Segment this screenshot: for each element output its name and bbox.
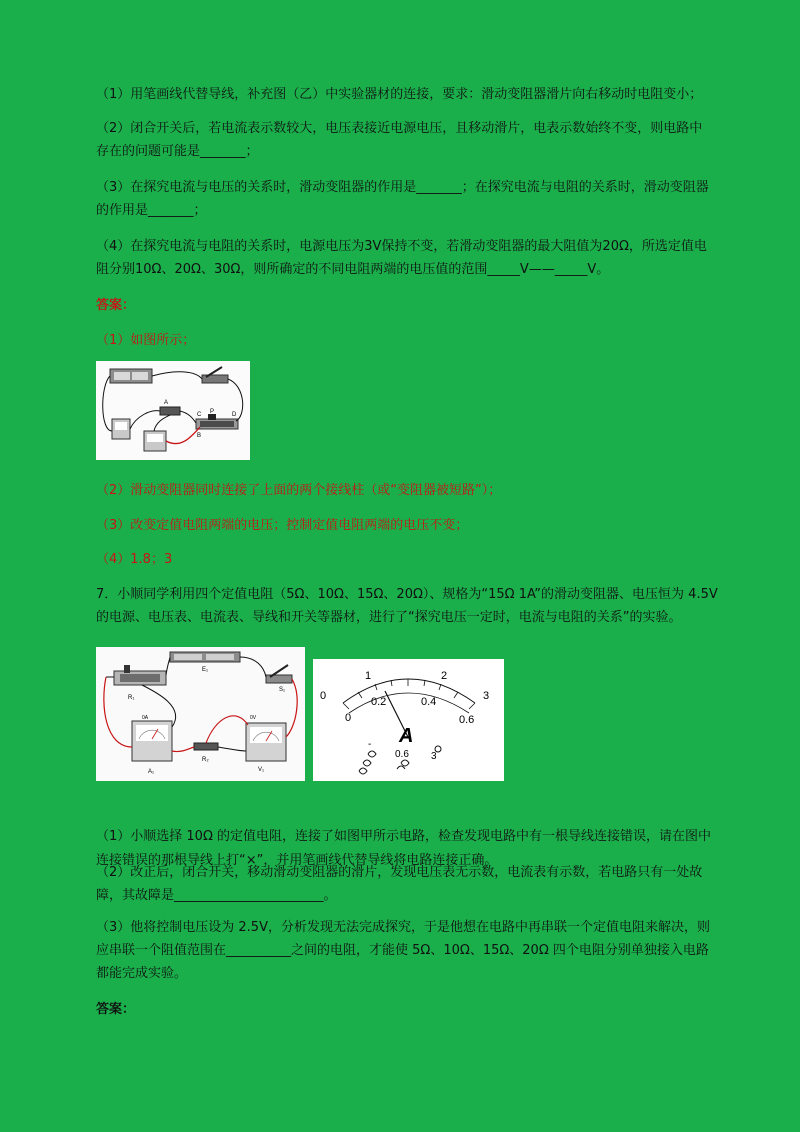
- answer-part2: （2）滑动变阻器同时连接了上面的两个接线柱（或“变阻器被短路”）；: [96, 483, 502, 498]
- q6-part4-line1: （4）在探究电流与电阻的关系时，电源电压为3V保持不变，若滑动变阻器的最大阻值为20Ω，所选定值电: [96, 239, 707, 254]
- dial-outer-0: 0: [320, 690, 327, 702]
- q6-part1: （1）用笔画线代替导线，补充图（乙）中实验器材的连接，要求：滑动变阻器滑片向右移动时电阻变小；: [96, 87, 703, 102]
- answer-heading: 答案：: [96, 298, 136, 313]
- q6-part2-line2: 存在的问题可能是_______；: [96, 144, 259, 159]
- dial-terminal-neg: -: [368, 739, 372, 750]
- q6-part3-line1: （3）在探究电流与电压的关系时，滑动变阻器的作用是_______；在探究电流与电阻的关系时，滑动变阻器: [96, 180, 709, 195]
- fig2-label-r2: R₂: [202, 757, 209, 763]
- q7-answer-heading: 答案：: [96, 1002, 136, 1017]
- fig2-label-a1: A₁: [148, 769, 155, 775]
- fig1-label-d: D: [232, 412, 237, 418]
- q7-intro-line2: 的电源、电压表、电流表、导线和开关等器材，进行了“探究电压一定时，电流与电阻的关系”的实验。: [96, 610, 682, 625]
- fig2-ammeter-face: 0A: [142, 715, 149, 721]
- fig1-label-a: A: [164, 400, 169, 406]
- q6-part2-line1: （2）闭合开关后，若电流表示数较大，电压表接近电源电压，且移动滑片，电表示数始终不变，则电路中: [96, 121, 703, 136]
- dial-inner-04: 0.4: [421, 696, 437, 708]
- fig1-label-p: P: [210, 409, 215, 415]
- fig2-label-s1: S₁: [279, 687, 286, 693]
- fig2-label-e1: E₁: [202, 667, 209, 673]
- answer-part1: （1）如图所示；: [96, 333, 196, 348]
- dial-terminal-3: 3: [431, 751, 437, 762]
- answer-circuit-figure: [96, 361, 250, 460]
- fig1-label-c: C: [197, 412, 202, 418]
- dial-inner-02: 0.2: [371, 696, 387, 708]
- q7-part1-line2: 连接错误的那根导线上打“×”，并用笔画线代替导线将电路连接正确。: [96, 853, 498, 868]
- q7-intro-line1: 7．小顺同学利用四个定值电阻（5Ω、10Ω、15Ω、20Ω）、规格为“15Ω 1A”的滑动变阻器、电压恒为 4.5V: [96, 587, 718, 602]
- q6-part3-line2: 的作用是_______；: [96, 203, 207, 218]
- ammeter-dial-figure: [313, 659, 504, 781]
- fig2-voltmeter-face: 0V: [250, 715, 257, 721]
- q7-part3-line2: 应串联一个阻值范围在__________之间的电阻，才能使 5Ω、10Ω、15Ω、20Ω 四个电阻分别单独接入电路: [96, 943, 709, 958]
- fig1-label-b: B: [197, 433, 202, 439]
- answer-part4: （4）1.8；3: [96, 552, 173, 567]
- circuit-figure-jia: [96, 647, 305, 781]
- dial-terminal-06: 0.6: [395, 749, 409, 760]
- dial-outer-2: 2: [441, 670, 448, 682]
- fig2-label-v1: V₁: [258, 767, 265, 773]
- dial-outer-1: 1: [365, 670, 372, 682]
- dial-outer-3: 3: [483, 690, 490, 702]
- dial-inner-06: 0.6: [459, 714, 475, 726]
- q7-part1-line1: （1）小顺选择 10Ω 的定值电阻，连接了如图甲所示电路，检查发现电路中有一根导线连接错误，请在图中: [96, 829, 712, 844]
- answer-part3: （3）改变定值电阻两端的电压；控制定值电阻两端的电压不变；: [96, 518, 469, 533]
- dial-unit: A: [399, 725, 414, 747]
- q6-part4-line2: 阻分别10Ω、20Ω、30Ω，则所确定的不同电阻两端的电压值的范围_____V——_____V。: [96, 262, 610, 277]
- dial-inner-0: 0: [345, 712, 352, 724]
- q7-part2-line1: （2）改正后，闭合开关，移动滑动变阻器的滑片，发现电压表无示数，电流表有示数，若电路只有一处故: [96, 865, 703, 880]
- q7-part3-line1: （3）他将控制电压设为 2.5V，分析发现无法完成探究，于是他想在电路中再串联一个定值电阻来解决，则: [96, 920, 710, 935]
- q7-part3-line3: 都能完成实验。: [96, 966, 188, 981]
- q7-part2-line2: 障，其故障是_______________________。: [96, 888, 337, 903]
- fig2-label-r1: R₁: [128, 695, 135, 701]
